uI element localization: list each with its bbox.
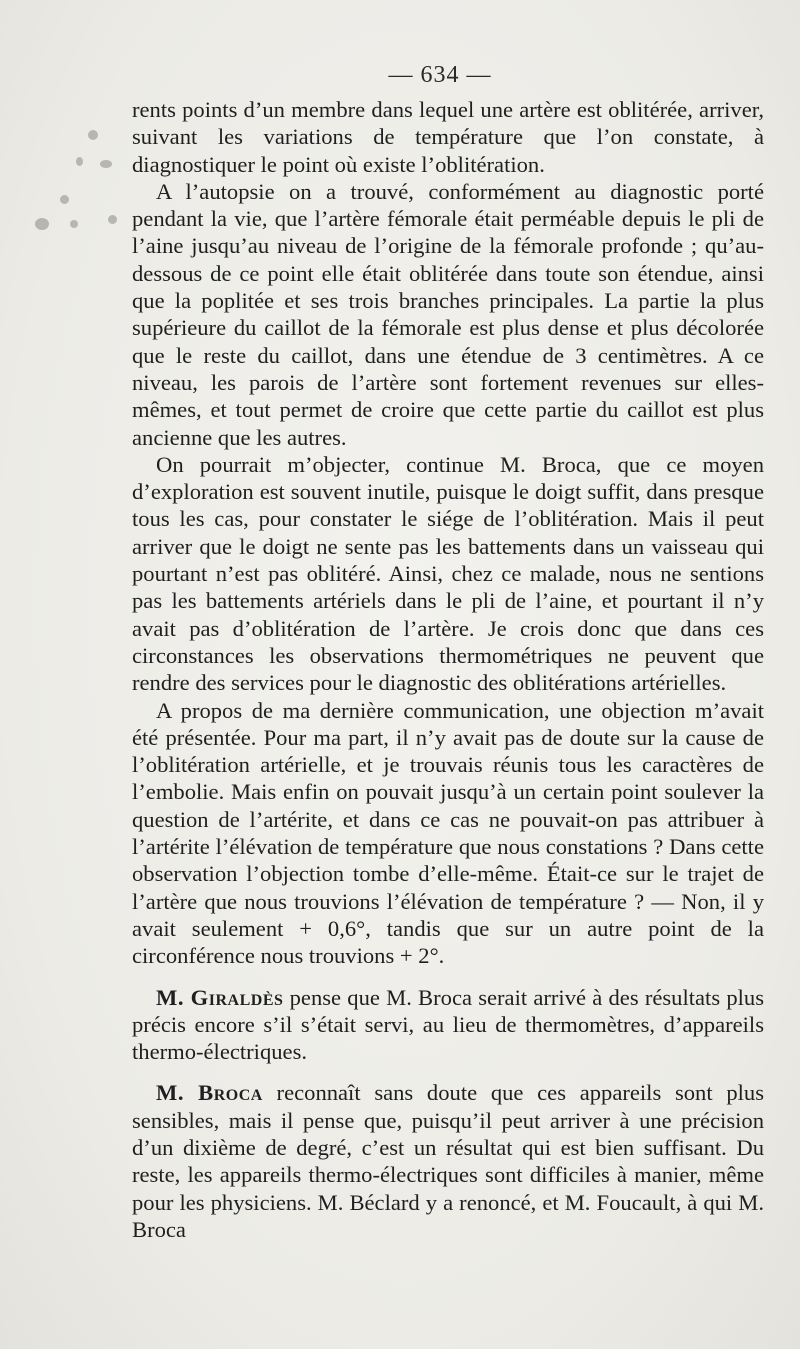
paragraph-text: rents points d’un membre dans lequel une artère est oblitérée, arriver, suivant les variations de température que l’on constate, à diagnostiquer le point où existe l’oblitération.	[132, 97, 764, 177]
paragraph	[132, 178, 764, 451]
ink-speck	[100, 160, 112, 168]
ink-speck	[76, 157, 83, 166]
paragraph	[132, 451, 764, 697]
ink-speck	[35, 218, 49, 230]
ink-speck	[60, 195, 69, 204]
page-number: — 634 —	[388, 62, 492, 88]
paragraph-text: reconnaît sans doute que ces appareils sont plus sensibles, mais il pense que, puisqu’il peut arriver à une précision d’un dixième de degré, c’est un résultat qui est bien suffisant. Du reste, les appareils thermo-électriques sont difficiles à manier, même pour les physiciens. M. Béclard y a renoncé, et M. Foucault, à qui M. Broca	[132, 1080, 764, 1242]
speaker-name: M. Giraldès	[156, 984, 284, 1010]
paragraph	[132, 984, 764, 1066]
paragraph-text: pense que M. Broca serait arrivé à des résultats plus précis encore s’il s’était servi, au lieu de thermomètres, d’appareils thermo-électriques.	[132, 984, 764, 1065]
ink-speck	[108, 215, 117, 224]
paragraph-text: A propos de ma dernière communication, une objection m’avait été présentée. Pour ma part, il n’y avait pas de doute sur la cause de l’oblitération artérielle, et je trouvais réunis tous les caractères de l’embolie. Mais enfin on pouvait jusqu’à un certain point soulever la question de l’artérite, et dans ce cas ne pouvait-on pas attribuer à l’artérite l’élévation de température que nous constations ? Dans cette observation l’objection tombe d’elle-même. Était-ce sur le trajet de l’artère que nous trouvions l’élévation de température ? — Non, il y avait seulement + 0,6°, tandis que sur un autre point de la circonférence nous trouvions + 2°.	[132, 697, 764, 969]
paragraph	[132, 697, 764, 970]
paragraph-text: On pourrait m’objecter, continue M. Broca, que ce moyen d’exploration est souvent inutile, puisque le doigt suffit, dans presque tous les cas, pour constater le siége de l’oblitération. Mais il peut arriver que le doigt ne sente pas les battements dans un vaisseau qui pourtant n’est pas oblitéré. Ainsi, chez ce malade, nous ne sentions pas les battements artériels dans le pli de l’aine, et pourtant il n’y avait pas d’oblitération de l’artère. Je crois donc que dans ces circonstances les observations thermométriques ne peuvent que rendre des services pour le diagnostic des oblitérations artérielles.	[132, 451, 764, 696]
paragraph	[132, 1079, 764, 1243]
paragraph-text: A l’autopsie on a trouvé, conformément au diagnostic porté pendant la vie, que l’artère fémorale était perméable depuis le pli de l’aine jusqu’au niveau de l’origine de la fémorale profonde ; qu’au-dessous de ce point elle était oblitérée dans toute son étendue, ainsi que la poplitée et ses trois branches principales. La partie la plus supérieure du caillot de la fémorale est plus dense et plus décolorée que le reste du caillot, dans une étendue de 3 centimètres. A ce niveau, les parois de l’artère sont fortement revenues sur elles-mêmes, et tout permet de croire que cette partie du caillot est plus ancienne que les autres.	[132, 178, 764, 450]
ink-speck	[70, 220, 78, 228]
ink-speck	[88, 130, 98, 140]
speaker-name: M. Broca	[156, 1080, 263, 1106]
paragraph	[132, 96, 764, 178]
body-text	[132, 96, 764, 1243]
